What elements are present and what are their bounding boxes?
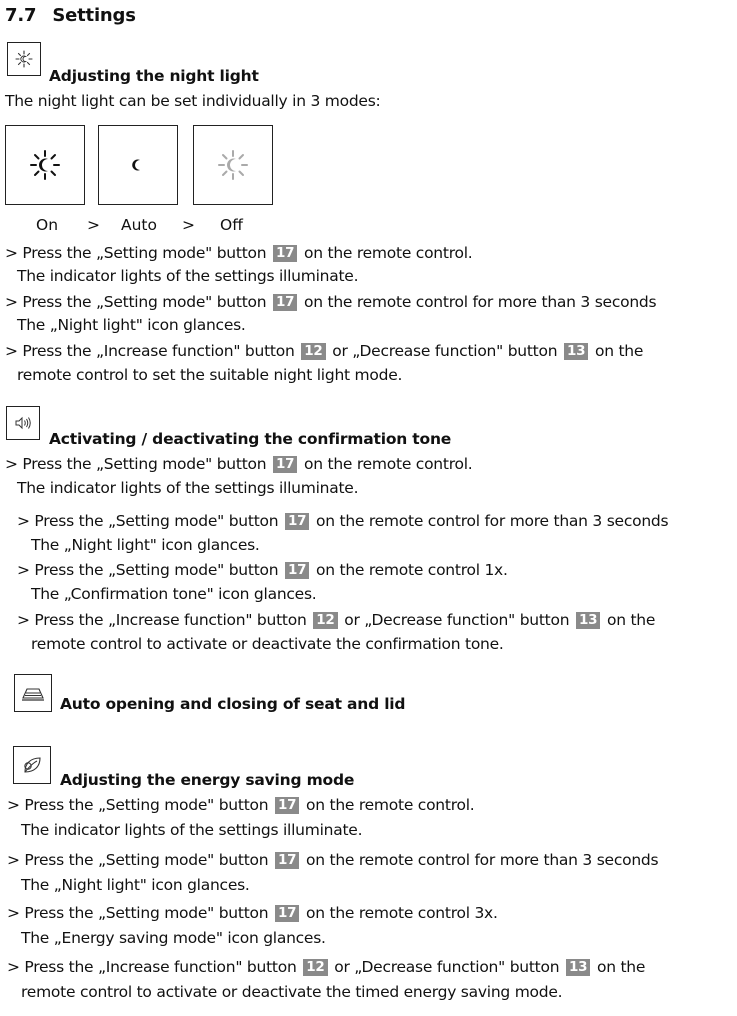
mode-auto-box — [98, 125, 178, 205]
step-line: > Press the „Increase function" button 12 or „Decrease function" button 13 on the — [7, 958, 646, 976]
night-light-title: Adjusting the night light — [49, 67, 259, 85]
step-note: The „Night light" icon glances. — [21, 876, 250, 894]
step-line: > Press the „Setting mode" button 17 on the remote control for more than 3 seconds — [5, 293, 657, 311]
button-badge: 12 — [301, 343, 325, 360]
mode-separator: > — [87, 216, 100, 234]
section-number: 7.7 — [5, 5, 37, 26]
toilet-seat-icon — [20, 681, 46, 705]
step-line: > Press the „Setting mode" button 17 on the remote control for more than 3 seconds — [17, 512, 669, 530]
step-note: The indicator lights of the settings illuminate. — [21, 821, 363, 839]
step-line: > Press the „Increase function" button 12 or „Decrease function" button 13 on the — [5, 342, 644, 360]
page-title — [5, 5, 136, 26]
button-badge: 13 — [566, 959, 590, 976]
step-note: The „Energy saving mode" icon glances. — [21, 929, 326, 947]
button-badge: 17 — [273, 294, 297, 311]
step-note: remote control to activate or deactivate the confirmation tone. — [31, 635, 504, 653]
leaf-icon — [19, 752, 45, 778]
step-note: The indicator lights of the settings illuminate. — [17, 479, 359, 497]
mode-off-box — [193, 125, 273, 205]
step-note: remote control to activate or deactivate the timed energy saving mode. — [21, 983, 563, 1001]
step-note: The „Night light" icon glances. — [31, 536, 260, 554]
button-badge: 17 — [273, 456, 297, 473]
sun-sparkle-icon — [13, 48, 35, 70]
step-note: remote control to set the suitable night light mode. — [17, 366, 403, 384]
night-light-off-icon — [213, 145, 253, 185]
button-badge: 17 — [285, 513, 309, 530]
auto-open-icon-box — [14, 674, 52, 712]
mode-labels — [0, 216, 737, 236]
night-light-icon-box — [7, 42, 41, 76]
mode-off-label: Off — [220, 216, 243, 234]
mode-separator: > — [182, 216, 195, 234]
button-badge: 17 — [275, 905, 299, 922]
button-badge: 12 — [313, 612, 337, 629]
button-badge: 17 — [275, 797, 299, 814]
energy-saving-icon-box — [13, 746, 51, 784]
confirmation-tone-icon-box — [6, 406, 40, 440]
step-line: > Press the „Setting mode" button 17 on the remote control 3x. — [7, 904, 498, 922]
step-line: > Press the „Setting mode" button 17 on the remote control. — [5, 244, 473, 262]
night-light-on-icon — [25, 145, 65, 185]
step-line: > Press the „Setting mode" button 17 on the remote control. — [5, 455, 473, 473]
night-light-intro: The night light can be set individually in 3 modes: — [5, 92, 381, 110]
mode-auto-label: Auto — [121, 216, 157, 234]
confirmation-tone-title: Activating / deactivating the confirmation tone — [49, 430, 452, 448]
step-line: > Press the „Setting mode" button 17 on the remote control 1x. — [17, 561, 508, 579]
button-badge: 12 — [303, 959, 327, 976]
step-note: The „Night light" icon glances. — [17, 316, 246, 334]
button-badge: 17 — [273, 245, 297, 262]
button-badge: 13 — [576, 612, 600, 629]
button-badge: 17 — [275, 852, 299, 869]
step-line: > Press the „Increase function" button 12 or „Decrease function" button 13 on the — [17, 611, 656, 629]
energy-saving-title: Adjusting the energy saving mode — [60, 771, 355, 789]
mode-on-label: On — [36, 216, 59, 234]
section-title: Settings — [52, 5, 136, 26]
step-line: > Press the „Setting mode" button 17 on the remote control for more than 3 seconds — [7, 851, 659, 869]
button-badge: 17 — [285, 562, 309, 579]
auto-open-title: Auto opening and closing of seat and lid — [60, 695, 406, 713]
step-line: > Press the „Setting mode" button 17 on the remote control. — [7, 796, 475, 814]
speaker-icon — [12, 412, 34, 434]
step-note: The „Confirmation tone" icon glances. — [31, 585, 317, 603]
moon-icon — [118, 145, 158, 185]
mode-on-box — [5, 125, 85, 205]
button-badge: 13 — [564, 343, 588, 360]
step-note: The indicator lights of the settings illuminate. — [17, 267, 359, 285]
